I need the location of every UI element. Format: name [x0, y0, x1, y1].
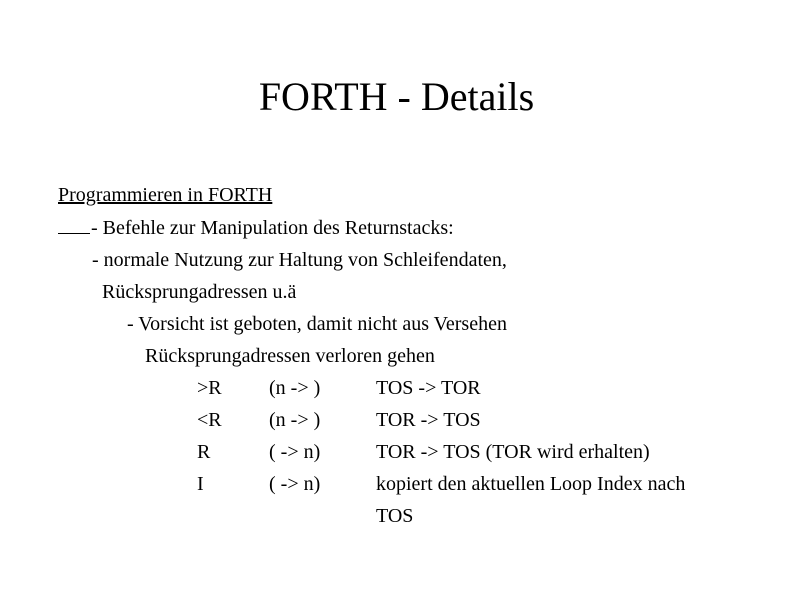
text-line-returnstack — [58, 216, 454, 240]
table-cell-desc-continuation: TOS — [376, 505, 414, 527]
table-cell-stack: ( -> n) — [269, 473, 321, 495]
table-cell-desc: kopiert den aktuellen Loop Index nach — [376, 473, 686, 495]
page-title: FORTH - Details — [258, 74, 535, 119]
text-line-lost-addresses: Rücksprungadressen verloren gehen — [145, 345, 435, 367]
table-cell-desc: TOS -> TOR — [376, 377, 481, 399]
text-line-return-addresses: Rücksprungadressen u.ä — [102, 281, 297, 303]
table-cell-desc: TOR -> TOS — [376, 409, 481, 431]
table-cell-word: R — [197, 441, 211, 463]
table-cell-stack: (n -> ) — [269, 409, 321, 431]
table-cell-word: I — [197, 473, 204, 495]
table-cell-stack: (n -> ) — [269, 377, 321, 399]
table-cell-desc: TOR -> TOS (TOR wird erhalten) — [376, 441, 650, 463]
table-cell-word: <R — [197, 409, 222, 431]
table-cell-word: >R — [197, 377, 222, 399]
section-heading: Programmieren in FORTH — [58, 184, 273, 206]
text-line-returnstack-label: - Befehle zur Manipulation des Returnstacks: — [91, 217, 454, 239]
text-line-normal-usage: - normale Nutzung zur Haltung von Schleifendaten, — [92, 249, 507, 271]
underline-blank — [58, 216, 90, 234]
table-cell-stack: ( -> n) — [269, 441, 321, 463]
text-line-caution: - Vorsicht ist geboten, damit nicht aus Versehen — [127, 313, 507, 335]
